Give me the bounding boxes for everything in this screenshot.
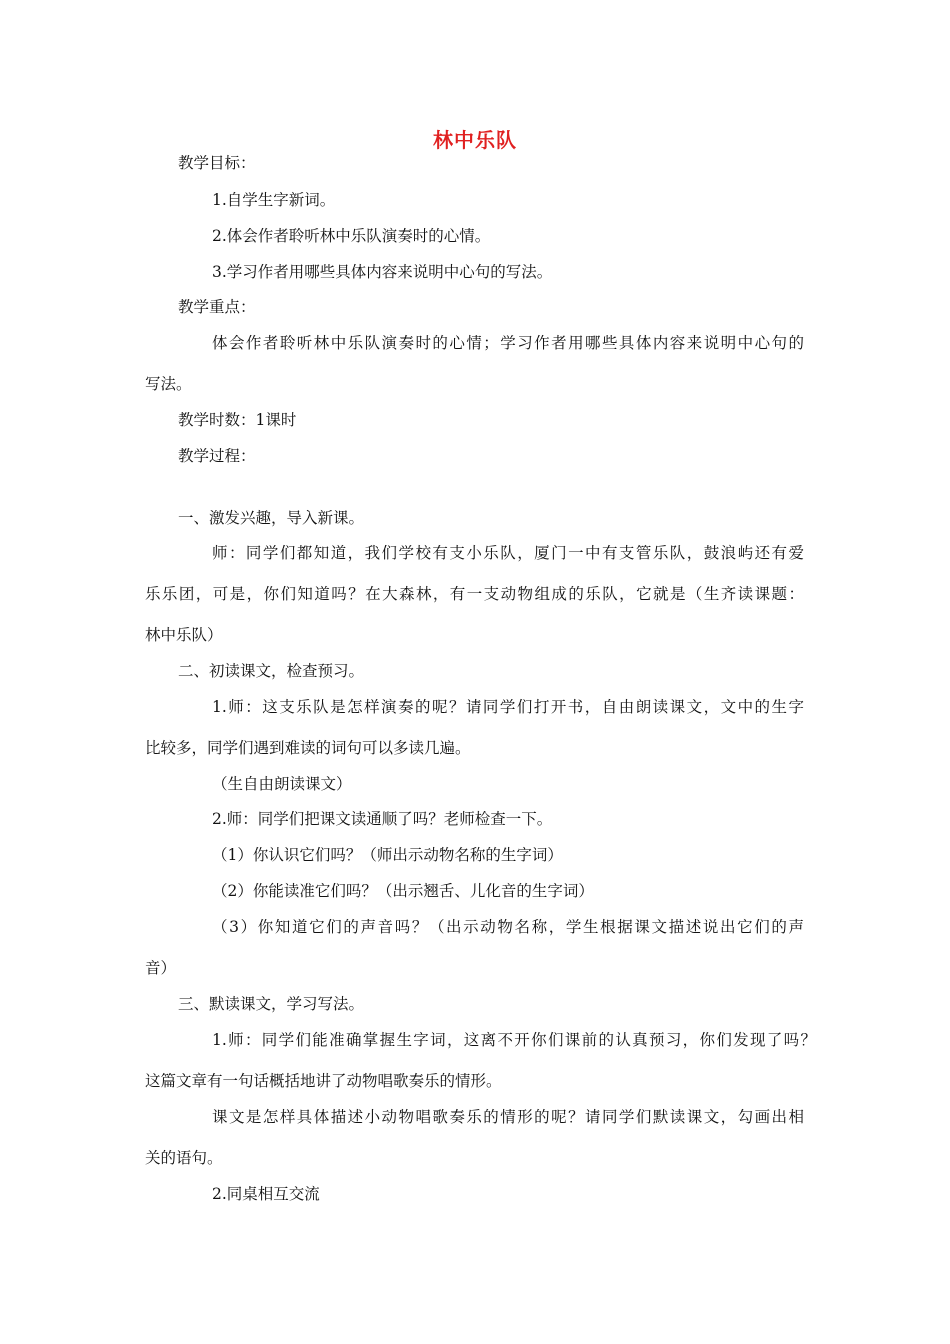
paragraph-line: 音） — [145, 959, 177, 977]
heading-teaching-goals: 教学目标： — [178, 154, 256, 172]
goal-item-2: 2.体会作者聆听林中乐队演奏时的心情。 — [212, 227, 491, 245]
paragraph-line: 1.师：同学们能准确掌握生字词，这离不开你们课前的认真预习，你们发现了吗？ — [212, 1031, 816, 1049]
paragraph-line: 乐乐团，可是，你们知道吗？在大森林，有一支动物组成的乐队，它就是（生齐读课题： — [145, 585, 804, 603]
section-heading-1: 一、激发兴趣，导入新课。 — [178, 509, 365, 527]
heading-key-points: 教学重点： — [178, 298, 256, 316]
teaching-hours: 教学时数：1课时 — [178, 411, 297, 429]
section-heading-2: 二、初读课文，检查预习。 — [178, 662, 365, 680]
heading-teaching-process: 教学过程： — [178, 447, 256, 465]
paragraph-line: 比较多，同学们遇到难读的词句可以多读几遍。 — [145, 739, 471, 757]
paragraph-line: 师：同学们都知道，我们学校有支小乐队，厦门一中有支管乐队，鼓浪屿还有爱 — [212, 544, 804, 562]
paragraph-line: 林中乐队） — [145, 626, 223, 644]
paragraph-line: 2.同桌相互交流 — [212, 1185, 320, 1203]
paragraph-line: 这篇文章有一句话概括地讲了动物唱歌奏乐的情形。 — [145, 1072, 502, 1090]
key-points-paragraph-line-2: 写法。 — [145, 375, 192, 393]
goal-item-3: 3.学习作者用哪些具体内容来说明中心句的写法。 — [212, 263, 553, 281]
key-points-paragraph-line-1: 体会作者聆听林中乐队演奏时的心情；学习作者用哪些具体内容来说明中心句的 — [212, 334, 804, 352]
paragraph-line: （生自由朗读课文） — [212, 775, 352, 793]
goal-item-1: 1.自学生字新词。 — [212, 191, 336, 209]
sub-item-1: （1）你认识它们吗？（师出示动物名称的生字词） — [212, 846, 563, 864]
sub-item-2: （2）你能读准它们吗？（出示翘舌、儿化音的生字词） — [212, 882, 594, 900]
paragraph-line: 1.师：这支乐队是怎样演奏的呢？请同学们打开书，自由朗读课文，文中的生字 — [212, 698, 804, 716]
section-heading-3: 三、默读课文，学习写法。 — [178, 995, 365, 1013]
document-title: 林中乐队 — [433, 128, 517, 152]
paragraph-line: 课文是怎样具体描述小动物唱歌奏乐的情形的呢？请同学们默读课文，勾画出相 — [212, 1108, 804, 1126]
paragraph-line: 2.师：同学们把课文读通顺了吗？老师检查一下。 — [212, 810, 553, 828]
sub-item-3: （3）你知道它们的声音吗？（出示动物名称，学生根据课文描述说出它们的声 — [212, 918, 804, 936]
paragraph-line: 关的语句。 — [145, 1149, 223, 1167]
